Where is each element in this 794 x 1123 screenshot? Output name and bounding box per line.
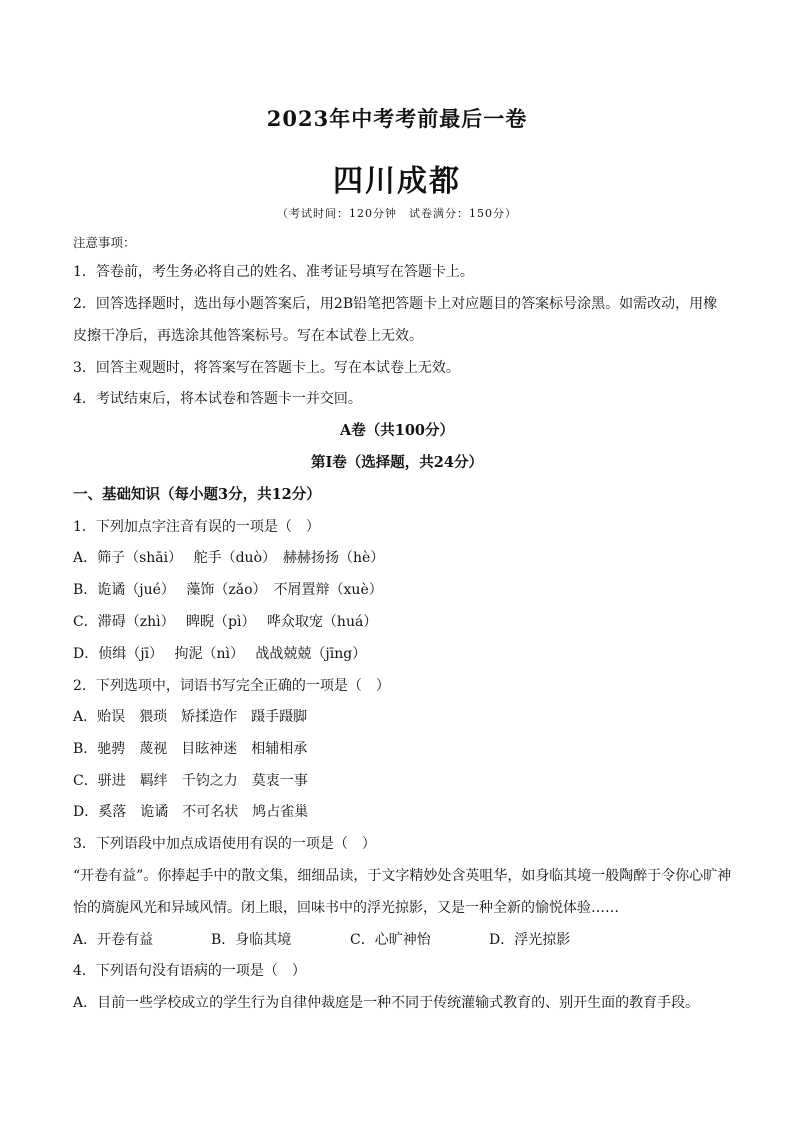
q1-option-c: C．滞碍（zhì） 睥睨（pì） 哗众取宠（huá） (73, 614, 378, 630)
q3-options (73, 931, 733, 949)
q1-option-d: D．侦缉（jī） 拘泥（nì） 战战兢兢（jīng） (73, 646, 367, 662)
q3-passage: 怡的旖旎风光和异域风情。闭上眼，回味书中的浮光掠影，又是一种全新的愉悦体验…… (73, 900, 619, 916)
q3-option-d: D．浮光掠影 (489, 932, 571, 948)
notice-item: 4．考试结束后，将本试卷和答题卡一并交回。 (73, 391, 362, 407)
q3-stem: 3．下列语段中加点成语使用有误的一项是（ ） (73, 836, 376, 852)
q3-option-a: A．开卷有益 (73, 932, 154, 948)
exam-title: 2023年中考考前最后一卷 (266, 106, 528, 131)
notice-item: 1．答卷前，考生务必将自己的姓名、准考证号填写在答题卡上。 (73, 264, 474, 280)
exam-info: （考试时间：120分钟 试卷满分：150分） (277, 207, 517, 220)
q2-option-c: C．骈进 羁绊 千钧之力 莫衷一事 (73, 773, 308, 789)
q2-option-d: D．奚落 诡谲 不可名状 鸠占雀巢 (73, 804, 309, 820)
q3-option-c: C．心旷神怡 (350, 932, 431, 948)
notice-item: 3．回答主观题时，将答案写在答题卡上。写在本试卷上无效。 (73, 360, 460, 376)
q2-option-b: B．驰骋 蔑视 目眩神迷 相辅相承 (73, 741, 308, 757)
q1-stem: 1．下列加点字注音有误的一项是（ ） (73, 519, 320, 535)
q2-stem: 2．下列选项中，词语书写完全正确的一项是（ ） (73, 678, 390, 694)
q4-option-a: A．目前一些学校成立的学生行为自律仲裁庭是一种不同于传统灌输式教育的、别开生面的教育手段。 (73, 995, 700, 1011)
q1-option-b: B．诡谲（jué） 藻饰（zǎo） 不屑置辩（xuè） (73, 582, 383, 598)
q3-option-b: B．身临其境 (211, 932, 292, 948)
q4-stem: 4．下列语句没有语病的一项是（ ） (73, 963, 306, 979)
notice-item: 皮擦干净后，再选涂其他答案标号。写在本试卷上无效。 (73, 328, 423, 344)
section-a-title: A卷（共100分） (339, 422, 455, 439)
notice-item: 2．回答选择题时，选出每小题答案后，用2B铅笔把答题卡上对应题目的答案标号涂黑。如需改动，用橡 (73, 296, 718, 312)
q3-passage: “开卷有益”。你捧起手中的散文集，细细品读，于文字精妙处含英咀华，如身临其境一般陶醉于令你心旷神 (73, 868, 732, 884)
part-one-title: 第Ⅰ卷（选择题，共24分） (311, 454, 483, 471)
section-heading: 一、基础知识（每小题3分，共12分） (73, 486, 321, 503)
q1-option-a: A．筛子（shāi） 舵手（duò） 赫赫扬扬（hè） (73, 550, 385, 566)
exam-region: 四川成都 (333, 164, 461, 199)
notice-heading: 注意事项： (73, 235, 136, 250)
q2-option-a: A．贻误 猥琐 矫揉造作 蹑手蹑脚 (73, 709, 308, 725)
